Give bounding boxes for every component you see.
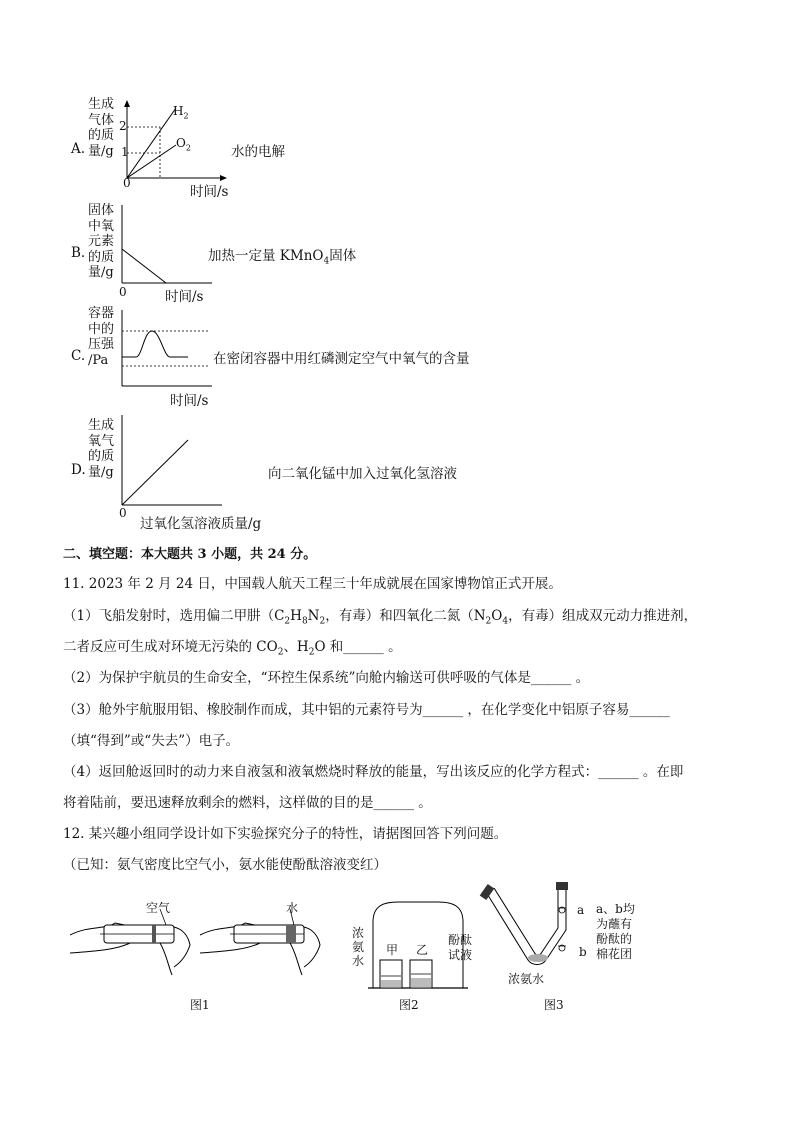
option-b-x-axis-label: 时间/s: [165, 289, 204, 305]
o2-line: [127, 145, 176, 178]
tick-1: 1: [121, 145, 129, 159]
fig1-air-label: 空气: [146, 901, 171, 915]
h2-line: [127, 108, 176, 178]
option-d-y-axis-label: 生成 氧气 的质 量/g: [88, 418, 115, 480]
fig2-ammonia-label: 浓 氨 水: [352, 926, 365, 968]
option-c-letter: C.: [71, 348, 86, 364]
fig3-ammonia-label: 浓氨水: [508, 972, 545, 986]
fig2-jia-label: 甲: [386, 943, 399, 957]
origin-label: 0: [123, 176, 131, 190]
figure-3-v-tube: [478, 880, 598, 980]
option-b-desc: 加热一定量 KMnO$_4$固体: [208, 248, 357, 267]
y-axis-arrow: [124, 100, 130, 107]
h2-label: $H_2$: [173, 104, 189, 121]
fig1-water-label: 水: [286, 901, 299, 915]
q12-stem: 12. 某兴趣小组同学设计如下实验探究分子的特性，请据图回答下列问题。: [63, 826, 508, 842]
o2-label: $O_2$: [176, 136, 191, 153]
fig3-label-a: a: [577, 903, 585, 917]
ammonia-liquid: [528, 954, 548, 962]
option-d-desc: 向二氧化锰中加入过氧化氢溶液: [268, 466, 457, 482]
option-c-desc: 在密闭容器中用红磷测定空气中氧气的含量: [213, 351, 470, 367]
origin-label: 0: [119, 285, 127, 299]
option-d-letter: D.: [71, 462, 86, 478]
fig3-label-b: b: [579, 945, 587, 959]
fig3-caption: 图3: [544, 998, 564, 1012]
section-heading: 二、填空题：本大题共 3 小题，共 24 分。: [63, 547, 317, 562]
tube-inner: [494, 888, 558, 955]
q11-part4-line2: 将着陆前，要迅速释放剩余的燃料，这样做的目的是______ 。: [63, 795, 432, 811]
option-c-y-axis-label: 容器 中的 压强 /Pa: [88, 306, 115, 368]
option-d-graph: [112, 415, 232, 510]
option-d-x-axis-label: 过氧化氢溶液质量/g: [140, 516, 262, 532]
figure-1-syringes: [70, 895, 340, 995]
q11-part4-line1: （4）返回舱返回时的动力来自液氢和液氧燃烧时释放的能量，写出该反应的化学方程式：______ 。在即: [63, 764, 684, 780]
pressure-curve: [122, 331, 188, 357]
fig3-side-label: a、b均 为蘸有 酚酞的 棉花团: [596, 902, 635, 961]
q11-part1-line2: 二者反应可生成对环境无污染的 $CO_2$、$H_2O$ 和______ 。: [63, 639, 402, 658]
option-b-y-axis-label: 固体 中氧 元素 的质 量/g: [88, 203, 115, 280]
q11-part3-line2: （填“得到”或“失去”）电子。: [63, 733, 240, 749]
q11-part1-line1: （1）飞船发射时，选用偏二甲肼（$C_2H_8N_2$，有毒）和四氧化二氮（$N_2O_4$，有毒）组成双元动力推进剂，: [63, 608, 698, 627]
option-a-x-axis-label: 时间/s: [190, 184, 229, 200]
origin-label: 0: [119, 506, 127, 520]
fig2-yi-label: 乙: [416, 943, 429, 957]
option-c-x-axis-label: 时间/s: [170, 393, 209, 409]
fig1-caption: 图1: [190, 998, 210, 1012]
q12-note: （已知：氨气密度比空气小，氨水能使酚酞溶液变红）: [63, 857, 387, 873]
stopper-right: [556, 882, 568, 890]
syringe-water: [200, 909, 320, 975]
syringe-air: [70, 909, 190, 975]
tick-2: 2: [119, 119, 127, 133]
fig2-caption: 图2: [399, 998, 419, 1012]
decreasing-line: [122, 249, 166, 283]
fig2-phenol-label: 酚酞 试液: [448, 933, 473, 962]
tube-outer: [486, 888, 566, 965]
q11-part3-line1: （3）舱外宇航服用铝、橡胶制作而成，其中铝的元素符号为______ ，在化学变化中铝原子容易______: [63, 702, 670, 718]
option-b-letter: B.: [71, 245, 86, 261]
increasing-line: [122, 440, 188, 505]
option-a-y-axis-label: 生成 气体 的质 量/g: [88, 97, 115, 159]
stopper-left: [480, 884, 495, 900]
q11-part2: （2）为保护宇航员的生命安全，“环控生保系统”向舱内输送可供呼吸的气体是______ 。: [63, 670, 590, 686]
q11-stem: 11. 2023 年 2 月 24 日，中国载人航天工程三十年成就展在国家博物馆正式开展。: [63, 576, 562, 592]
option-a-desc: 水的电解: [231, 144, 285, 160]
option-a-letter: A.: [71, 141, 86, 157]
